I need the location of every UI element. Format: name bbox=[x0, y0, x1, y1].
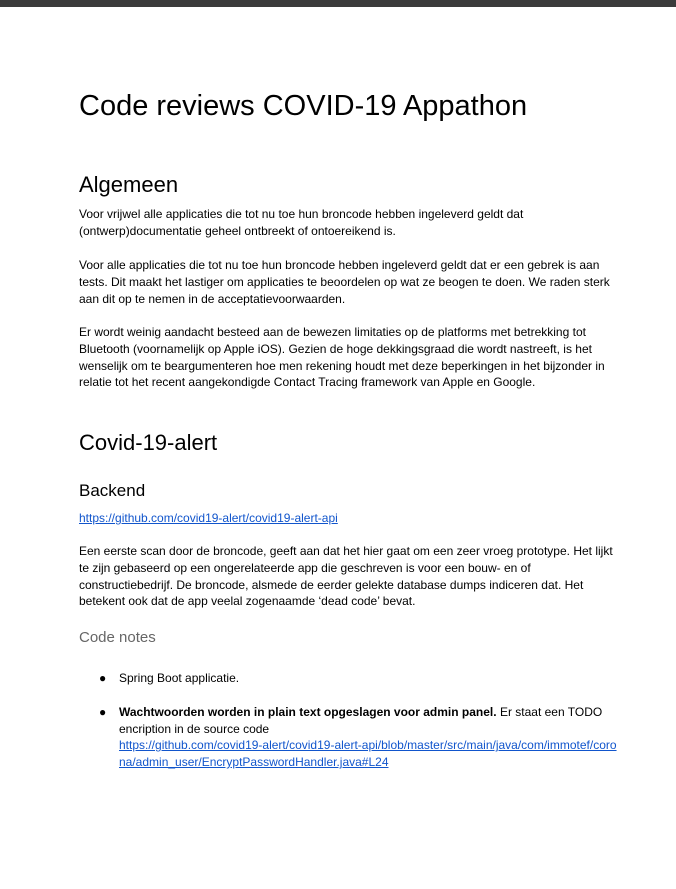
document-title: Code reviews COVID-19 Appathon bbox=[79, 90, 528, 122]
heading-backend: Backend bbox=[79, 481, 146, 500]
paragraph-tests: Voor alle applicaties die tot nu toe hun broncode hebben ingeleverd geldt dat er een gebrek is aan tests. Dit maakt het lastiger om applicaties te beoordelen op wat ze beogen te doen. We raden sterk aan dit op te nemen in de acceptatievoorwaarden. bbox=[79, 258, 610, 306]
heading-algemeen: Algemeen bbox=[79, 172, 179, 197]
note-text: Er staat een TODO encription in de source code bbox=[119, 704, 603, 736]
list-item bbox=[79, 670, 619, 687]
backend-repo-link[interactable]: https://github.com/covid19-alert/covid19-alert-api bbox=[79, 511, 338, 525]
heading-code-notes: Code notes bbox=[79, 629, 156, 646]
heading-covid-19-alert: Covid-19-alert bbox=[79, 430, 218, 455]
note-text: Spring Boot applicatie. bbox=[119, 671, 240, 685]
bullet-icon: ● bbox=[99, 704, 107, 719]
paragraph-backend-scan: Een eerste scan door de broncode, geeft aan dat het hier gaat om een zeer vroeg prototype. Het lijkt te zijn gebaseerd op een ongerelateerde app die geschreven is voor een bouw- en of constructiebedrijf. De broncode, alsmede de eerder gelekte database dumps indiceren dat. Het betekent ook dat de app veelal zogenaamde ‘dead code’ bevat. bbox=[79, 544, 613, 609]
window-top-bar bbox=[0, 0, 676, 7]
note-bold-text: Wachtwoorden worden in plain text opgeslagen voor admin panel. bbox=[119, 704, 497, 719]
bullet-icon: ● bbox=[99, 671, 107, 685]
paragraph-bluetooth: Er wordt weinig aandacht besteed aan de bewezen limitaties op de platforms met betrekking tot Bluetooth (voornamelijk op Apple iOS). Gezien de hoge dekkingsgraad die wordt nastreeft, is het wenselijk om te beargumenteren hoe men rekening houdt met deze beperkingen in het bijzonder in relatie tot het recent aangekondigde Contact Tracing framework van Apple en Google. bbox=[79, 325, 605, 390]
backend-link-paragraph bbox=[79, 510, 614, 527]
code-notes-list bbox=[79, 670, 619, 771]
encrypt-handler-link[interactable]: https://github.com/covid19-alert/covid19-alert-api/blob/master/src/main/java/com/immotef/corona/admin_user/EncryptPasswordHandler.java#L24 bbox=[119, 738, 617, 770]
paragraph-documentation: Voor vrijwel alle applicaties die tot nu toe hun broncode hebben ingeleverd geldt dat (ontwerp)documentatie geheel ontbreekt of ontoereikend is. bbox=[79, 207, 524, 238]
list-item bbox=[79, 704, 619, 771]
